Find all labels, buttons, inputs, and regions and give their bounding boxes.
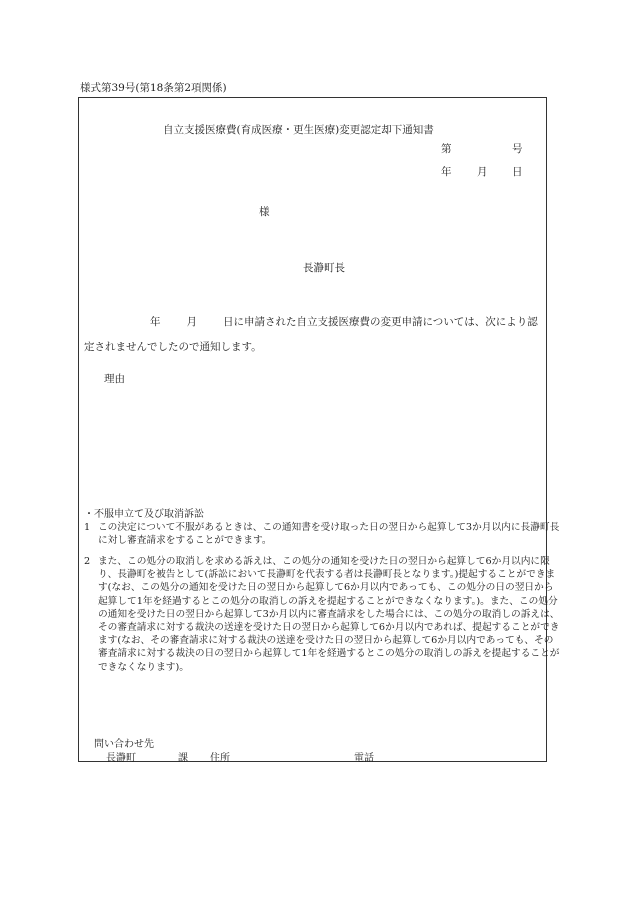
reference-dai: 第	[441, 143, 452, 155]
contact-ka: 課	[178, 753, 188, 764]
appeal-item-text: また、この処分の取消しを求める訴えは、この処分の通知を受けた日の翌日から起算して6か月以内に限り、長瀞町を被告として(訴訟において長瀞町を代表する者は長瀞町長となります。)提起することができます(なお、この処分の通知を受けた日の翌日から起算して6か月以内であっても、この処分の日の翌日から起算して1年を経過するとこの処分の取消しの訴えを提起することができなくなります。)。また、この処分の通知を受けた日の翌日から起算して3か月以内に審査請求をした場合には、この処分の取消しの訴えは、その審査請求に対する裁決の送達を受けた日の翌日から起算して6か月以内であれば、提起することができます(なお、その審査請求に対する裁決の送達を受けた日の翌日から起算して6か月以内であっても、その審査請求に対する裁決の日の翌日から起算して1年を経過するとこの処分の取消しの訴えを提起することができなくなります)。	[98, 556, 560, 673]
appeal-item-text: この決定について不服があるときは、この通知書を受け取った日の翌日から起算して3か月以内に長瀞町長に対し審査請求をすることができます。	[98, 522, 560, 547]
contact-phone-label: 電話	[354, 753, 374, 764]
addressee-suffix: 様	[259, 206, 270, 218]
body-nen: 年	[150, 316, 161, 328]
body-tsuki: 月	[186, 316, 197, 328]
date-hi: 日	[512, 166, 523, 178]
appeal-heading: ・不服申立て及び取消訴訟	[84, 509, 204, 520]
issuer-name: 長瀞町長	[303, 262, 345, 274]
reason-label: 理由	[104, 373, 125, 385]
contact-address-label: 住所	[210, 753, 230, 764]
contact-heading: 問い合わせ先	[94, 739, 154, 750]
appeal-item-2	[84, 555, 560, 674]
form-number-label: 様式第39号(第18条第2項関係)	[80, 82, 227, 94]
date-tsuki: 月	[477, 166, 488, 178]
reference-go: 号	[512, 143, 523, 155]
appeal-item-1	[84, 521, 560, 547]
body-text: 日に申請された自立支援医療費の変更申請については、次により認定されませんでしたので通知します。	[84, 316, 538, 353]
document-title: 自立支援医療費(育成医療・更生医療)変更認定却下通知書	[163, 124, 434, 136]
notice-body	[84, 310, 544, 360]
appeal-item-number: 2	[84, 556, 91, 567]
appeal-item-number: 1	[84, 522, 91, 533]
contact-town: 長瀞町	[106, 753, 136, 764]
date-nen: 年	[441, 166, 452, 178]
